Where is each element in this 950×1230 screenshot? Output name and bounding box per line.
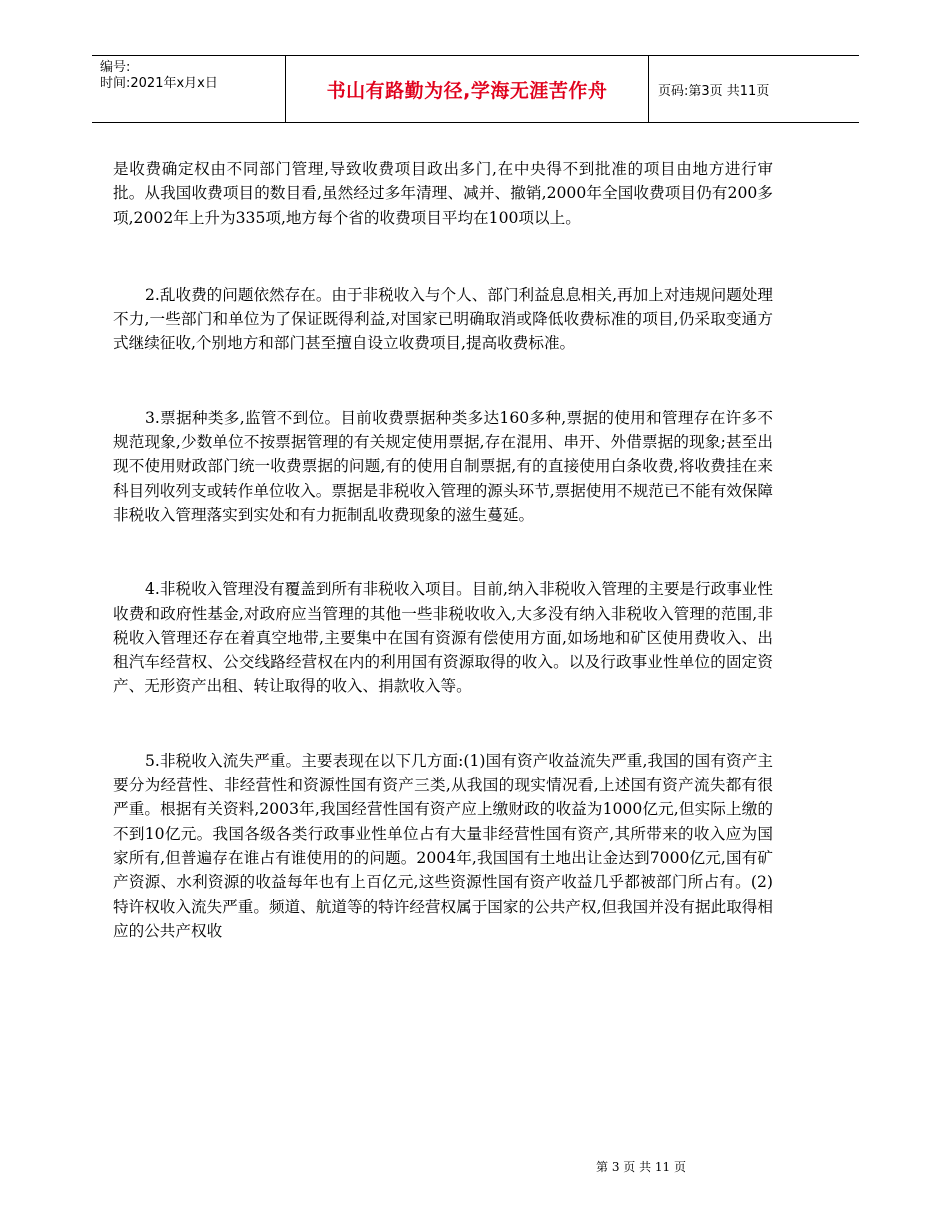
paragraph-continuation: 是收费确定权由不同部门管理,导致收费项目政出多门,在中央得不到批准的项目由地方进行审批。从我国收费项目的数目看,虽然经过多年清理、减并、撤销,2000年全国收费项目仍有200多项,2002年上升为335项,地方每个省的收费项目平均在100项以上。 [113,160,773,227]
header-motto-cell [286,56,649,122]
number-label: 编号: [100,60,131,75]
page-footer: 第 3 页 共 11 页 [596,1160,686,1174]
paragraph-4: 4.非税收入管理没有覆盖到所有非税收入项目。目前,纳入非税收入管理的主要是行政事业性收费和政府性基金,对政府应当管理的其他一些非税收收入,大多没有纳入非税收入管理的范围,非税收入管理还存在着真空地带,主要集中在国有资源有偿使用方面,如场地和矿区使用费收入、出租汽车经营权、公交线路经营权在内的利用国有资源取得的收入。以及行政事业性单位的固定资产、无形资产出租、转让取得的收入、捐款收入等。 [113,580,773,696]
paragraph-5: 5.非税收入流失严重。主要表现在以下几方面:(1)国有资产收益流失严重,我国的国有资产主要分为经营性、非经营性和资源性国有资产三类,从我国的现实情况看,上述国有资产流失都有很严重。根据有关资料,2003年,我国经营性国有资产应上缴财政的收益为1000亿元,但实际上缴的不到10亿元。我国各级各类行政事业性单位占有大量非经营性国有资产,其所带来的收入应为国家所有,但普遍存在谁占有谁使用的的问题。2004年,我国国有土地出让金达到7000亿元,国有矿产资源、水利资源的收益每年也有上百亿元,这些资源性国有资产收益几乎都被部门所占有。(2)特许权收入流失严重。频道、航道等的特许经营权属于国家的公共产权,但我国并没有据此取得相应的公共产权收 [113,751,773,940]
document-body [113,157,773,993]
paragraph-2: 2.乱收费的问题依然存在。由于非税收入与个人、部门利益息息相关,再加上对违规问题处理不力,一些部门和单位为了保证既得利益,对国家已明确取消或降低收费标准的项目,仍采取变通方式继续征收,个别地方和部门甚至擅自设立收费项目,提高收费标准。 [113,285,773,353]
page-label: 页码:第3页 共11页 [658,83,770,99]
time-label: 时间:2021年x月x日 [100,76,218,91]
paragraph-3: 3.票据种类多,监管不到位。目前收费票据种类多达160多种,票据的使用和管理存在许多不规范现象,少数单位不按票据管理的有关规定使用票据,存在混用、串开、外借票据的现象;甚至出现不使用财政部门统一收费票据的问题,有的使用自制票据,有的直接使用白条收费,将收费挂在来科目列收列支或转作单位收入。票据是非税收入管理的源头环节,票据使用不规范已不能有效保障非税收入管理落实到实处和有力扼制乱收费现象的滋生蔓延。 [113,408,773,524]
header-table [92,55,859,123]
motto-text: 书山有路勤为径,学海无涯苦作舟 [326,79,608,102]
header-meta [92,56,286,122]
header-page-cell [649,56,859,122]
